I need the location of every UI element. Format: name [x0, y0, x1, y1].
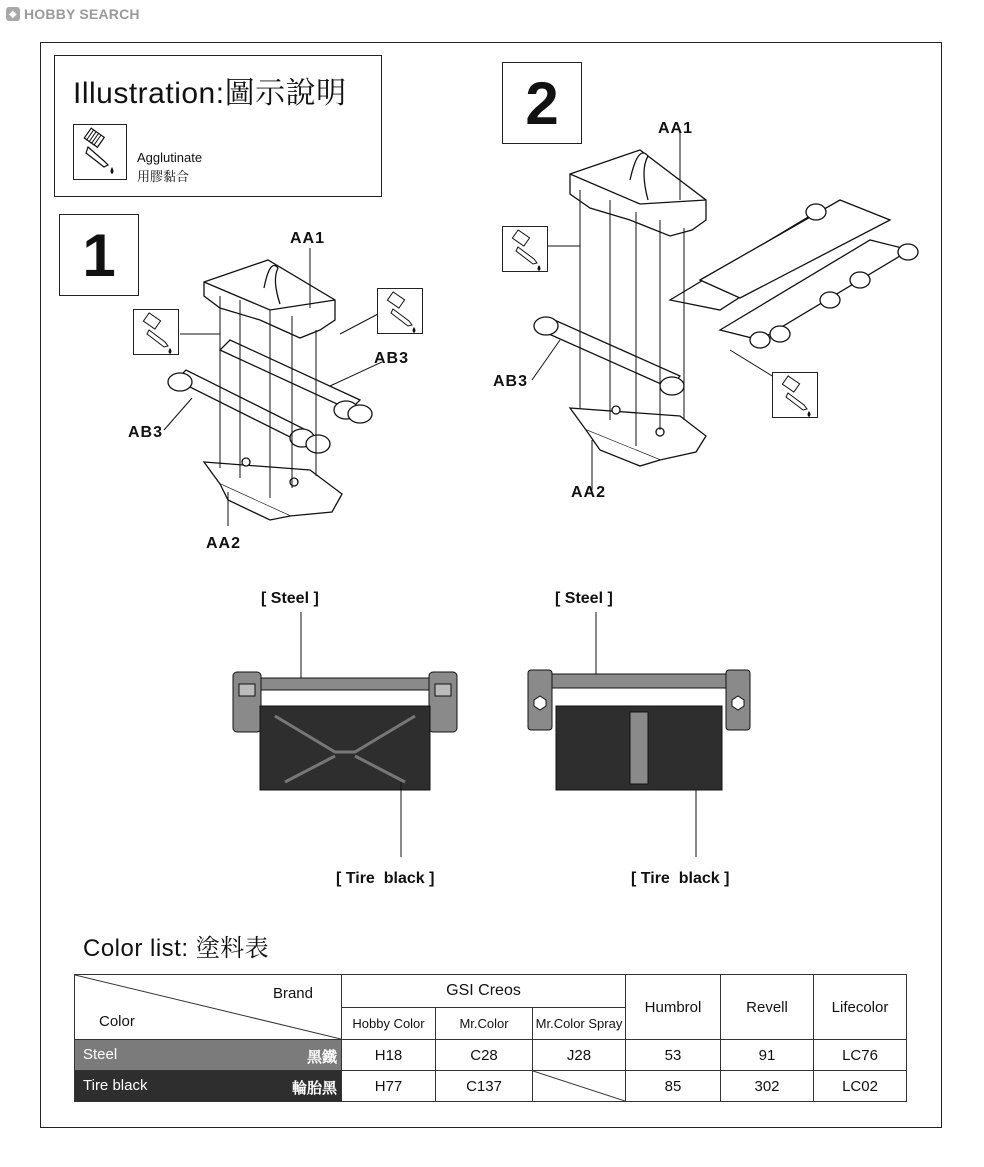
legend-text-zh: 用膠黏合 [137, 169, 190, 184]
revell-header: Revell [721, 975, 814, 1040]
mr-color-spray-header: Mr.Color Spray [533, 1007, 626, 1040]
color-name-en: Tire black [83, 1077, 148, 1094]
paint-label-steel-left: [ Steel ] [261, 590, 319, 607]
humbrol-value: 53 [626, 1040, 721, 1071]
logo-icon: ◆ [6, 7, 20, 21]
brand-color-header [75, 975, 342, 1040]
lifecolor-value: LC02 [814, 1071, 907, 1102]
illustration-title: Illustration:圖示說明 [73, 77, 347, 110]
label-ab3-step1-left: AB3 [128, 424, 164, 441]
hobby-color-value: H77 [342, 1071, 436, 1102]
paint-label-tire-right: [ Tire black ] [631, 870, 730, 887]
paint-diagram-left [225, 612, 465, 862]
color-label: Color [99, 1013, 135, 1030]
color-list-table [74, 974, 907, 1102]
paint-label-tire-left: [ Tire black ] [336, 870, 435, 887]
legend-text-en: Agglutinate [137, 150, 203, 165]
step-2-number: 2 [502, 62, 582, 144]
paint-label-steel-right: [ Steel ] [555, 590, 613, 607]
brand-label: Brand [272, 985, 313, 1002]
revell-value: 91 [721, 1040, 814, 1071]
label-ab3-step2: AB3 [493, 373, 529, 390]
step-1-number: 1 [59, 214, 139, 296]
label-ab3-step1-right: AB3 [374, 350, 410, 367]
color-name-zh: 輪胎黑 [291, 1080, 337, 1097]
mr-color-spray-value: J28 [533, 1040, 626, 1071]
mr-color-spray-value-empty [533, 1071, 626, 1102]
humbrol-value: 85 [626, 1071, 721, 1102]
paint-diagram-right [520, 612, 760, 862]
lifecolor-value: LC76 [814, 1040, 907, 1071]
gsi-creos-header: GSI Creos [342, 975, 626, 1008]
mr-color-value: C137 [436, 1071, 533, 1102]
lifecolor-header: Lifecolor [814, 975, 907, 1040]
color-name-cell [75, 1040, 342, 1071]
mr-color-value: C28 [436, 1040, 533, 1071]
hobby-color-value: H18 [342, 1040, 436, 1071]
label-aa1-step1: AA1 [290, 230, 326, 247]
color-name-zh: 黑鐵 [306, 1049, 337, 1066]
table-row [75, 1071, 907, 1102]
color-name-cell [75, 1071, 342, 1102]
label-aa2-step2: AA2 [571, 484, 607, 501]
mr-color-header: Mr.Color [436, 1007, 533, 1040]
color-name-en: Steel [83, 1046, 118, 1063]
humbrol-header: Humbrol [626, 975, 721, 1040]
table-row [75, 1040, 907, 1071]
label-aa1-step2: AA1 [658, 120, 694, 137]
color-list-title: Color list: 塗料表 [83, 935, 270, 962]
hobby-color-header: Hobby Color [342, 1007, 436, 1040]
watermark-text: HOBBY SEARCH [24, 6, 140, 22]
label-aa2-step1: AA2 [206, 535, 242, 552]
revell-value: 302 [721, 1071, 814, 1102]
